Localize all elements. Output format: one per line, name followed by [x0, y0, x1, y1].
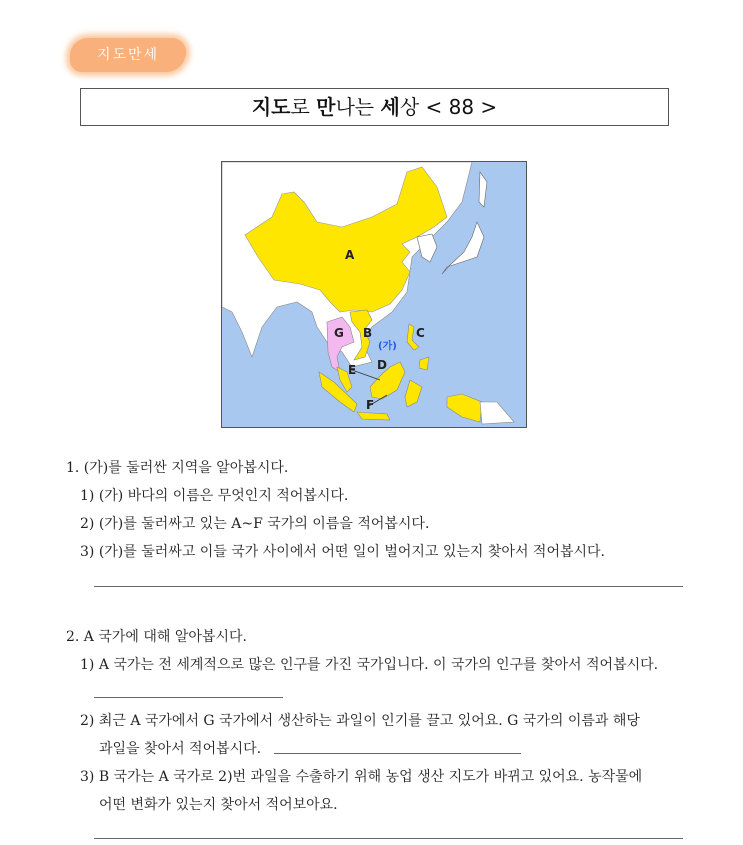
q1-item: 2) (가)를 둘러싸고 있는 A~F 국가의 이름을 적어봅시다. — [80, 516, 430, 532]
east-asia-map — [221, 161, 527, 428]
map-label-b: B — [363, 326, 373, 340]
land-korea — [417, 234, 437, 262]
q2-item-cont: 어떤 변화가 있는지 찾아서 적어보아요. — [99, 797, 338, 813]
title-part: 나는 — [335, 95, 381, 119]
answer-line[interactable] — [94, 838, 683, 839]
q2-item: 1) A 국가는 전 세계적으로 많은 인구를 가진 국가입니다. 이 국가의 인구를 찾아서 적어봅시다. — [80, 657, 659, 673]
map-graphic — [222, 162, 527, 428]
title-part: 지도 — [251, 95, 291, 119]
q2-item: 2) 최근 A 국가에서 G 국가에서 생산하는 과일이 인기를 끌고 있어요. G 국가의 이름과 해당 — [80, 713, 640, 729]
map-label-sea: (가) — [378, 341, 397, 352]
land-papua-east — [480, 402, 514, 424]
q1-item: 1) (가) 바다의 이름은 무엇인지 적어봅시다. — [80, 488, 349, 504]
page-title — [80, 88, 669, 126]
title-part: 상 < 88 > — [399, 95, 498, 119]
title-part: 만 — [316, 95, 336, 119]
answer-line[interactable] — [274, 753, 521, 754]
map-label-f: F — [366, 398, 375, 412]
title-part: 세 — [380, 95, 400, 119]
map-label-a: A — [345, 248, 355, 262]
title-part: 로 — [290, 95, 317, 119]
q1-heading: 1. (가)를 둘러싼 지역을 알아봅시다. — [66, 460, 289, 476]
q2-item-cont: 과일을 찾아서 적어봅시다. — [99, 741, 262, 757]
q2-item: 3) B 국가는 A 국가로 2)번 과일을 수출하기 위해 농업 생산 지도가 바뀌고 있어요. 농작물에 — [80, 769, 643, 785]
q2-heading: 2. A 국가에 대해 알아봅시다. — [66, 629, 247, 645]
answer-line[interactable] — [94, 697, 283, 698]
map-label-c: C — [416, 326, 425, 340]
map-label-d: D — [377, 358, 387, 372]
answer-line[interactable] — [94, 586, 683, 587]
map-label-g: G — [334, 326, 344, 340]
q1-item: 3) (가)를 둘러싸고 이들 국가 사이에서 어떤 일이 벌어지고 있는지 찾아서 적어봅시다. — [80, 544, 605, 560]
map-label-e: E — [348, 363, 357, 377]
worksheet-badge: 지도만세 — [70, 38, 186, 72]
